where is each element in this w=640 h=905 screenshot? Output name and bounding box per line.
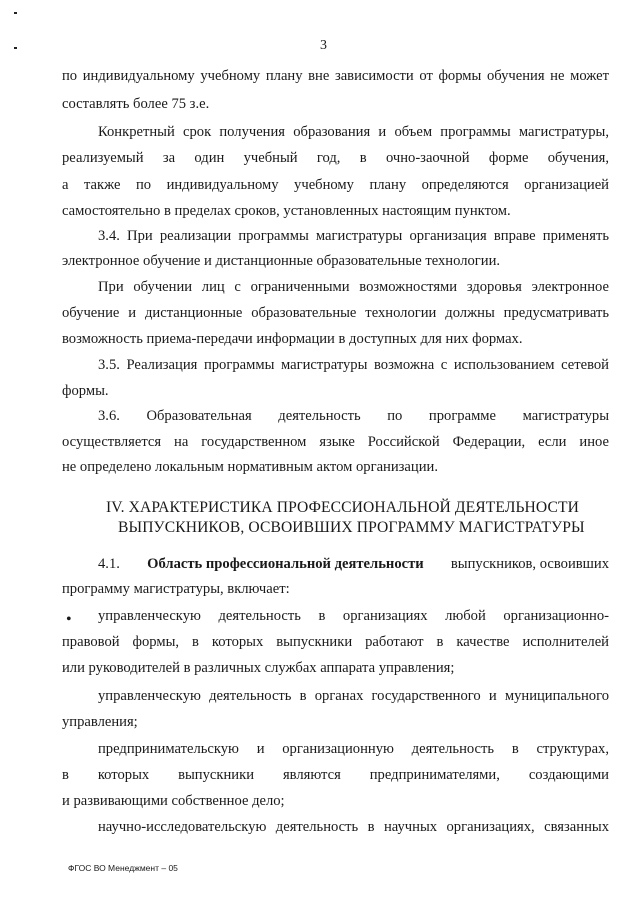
text-line: управленческую деятельность в органах государственного и муниципального (98, 688, 609, 704)
text-line: 3.4. При реализации программы магистратуры организация вправе применять (98, 228, 609, 244)
text-line: не определено локальным нормативным актом организации. (62, 459, 438, 475)
scan-mark-middle (14, 47, 17, 49)
text-line: 3.5. Реализация программы магистратуры возможна с использованием сетевой (98, 357, 609, 373)
text-line: правовой формы, в которых выпускники работают в качестве исполнителей (62, 634, 609, 650)
text-line: самостоятельно в пределах сроков, установленных настоящим пунктом. (62, 203, 511, 219)
clause-text: выпускников, освоивших (450, 556, 609, 572)
text-line: возможность приема-передачи информации в доступных для них формах. (62, 331, 523, 347)
text-line (98, 556, 609, 573)
text-line: формы. (62, 383, 109, 399)
document-footer: ФГОС ВО Менеджмент – 05 (68, 863, 178, 873)
bold-term: Область профессиональной деятельности (147, 556, 424, 572)
text-line: 3.6. Образовательная деятельность по программе магистратуры (98, 408, 609, 424)
section-heading: ВЫПУСКНИКОВ, ОСВОИВШИХ ПРОГРАММУ МАГИСТРАТУРЫ (118, 519, 585, 536)
clause-number: 4.1. (98, 556, 120, 572)
text-line: предпринимательскую и организационную деятельность в структурах, (98, 741, 609, 757)
text-line: При обучении лиц с ограниченными возможностями здоровья электронное (98, 279, 609, 295)
bullet-icon: • (66, 611, 72, 628)
text-line: реализуемый за один учебный год, в очно-заочной форме обучения, (62, 150, 609, 166)
text-line: по индивидуальному учебному плану вне зависимости от формы обучения не может (62, 68, 609, 84)
text-line: в которых выпускники являются предпринимателями, создающими (62, 767, 609, 783)
text-line: программу магистратуры, включает: (62, 581, 290, 597)
text-line: научно-исследовательскую деятельность в научных организациях, связанных (98, 819, 609, 835)
text-line: и развивающими собственное дело; (62, 793, 285, 809)
text-line: управленческую деятельность в организациях любой организационно- (98, 608, 609, 624)
text-line: Конкретный срок получения образования и объем программы магистратуры, (98, 124, 609, 140)
text-line: а также по индивидуальному учебному плану определяются организацией (62, 177, 609, 193)
text-line: осуществляется на государственном языке Российской Федерации, если иное (62, 434, 609, 450)
page-number: 3 (320, 38, 327, 53)
section-heading: IV. ХАРАКТЕРИСТИКА ПРОФЕССИОНАЛЬНОЙ ДЕЯТЕЛЬНОСТИ (106, 499, 579, 516)
text-line: обучение и дистанционные образовательные технологии должны предусматривать (62, 305, 609, 321)
text-line: электронное обучение и дистанционные образовательные технологии. (62, 253, 501, 269)
text-line: управления; (62, 714, 138, 730)
text-line: или руководителей в различных службах аппарата управления; (62, 660, 455, 676)
text-line: составлять более 75 з.е. (62, 96, 210, 112)
scan-mark-top (14, 12, 17, 14)
